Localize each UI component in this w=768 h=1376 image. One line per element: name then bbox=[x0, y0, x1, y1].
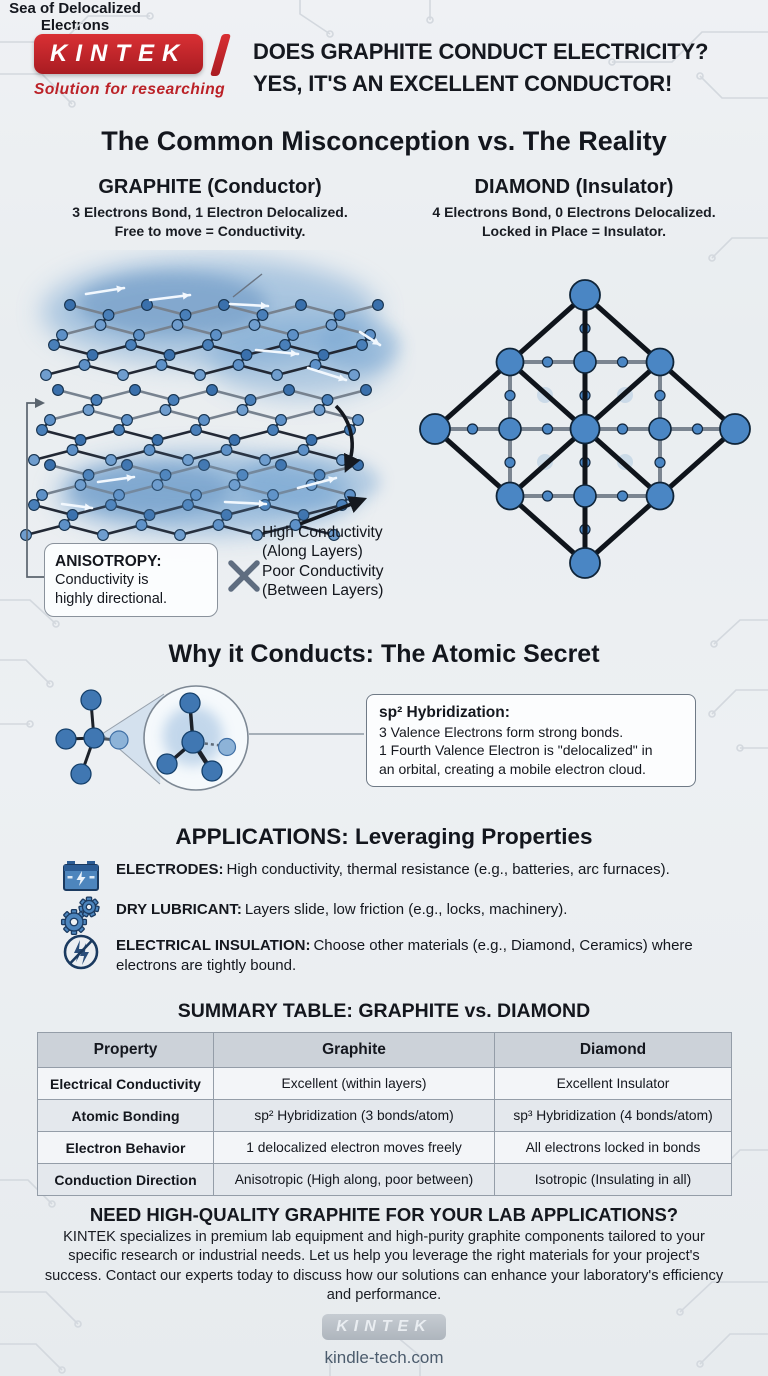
electrodes-label: ELECTRODES: bbox=[116, 861, 224, 878]
footer-logo bbox=[0, 1314, 768, 1340]
cta-title: NEED HIGH-QUALITY GRAPHITE FOR YOUR LAB APPLICATIONS? bbox=[89, 1204, 679, 1225]
molecule-atoms bbox=[56, 690, 128, 784]
diamond-heading bbox=[396, 176, 752, 241]
page-title bbox=[253, 36, 708, 100]
diamond-sub2: Locked in Place = Insulator. bbox=[481, 222, 666, 239]
application-item-electrodes bbox=[58, 854, 718, 898]
sp2-box-title: sp² Hybridization: bbox=[379, 704, 510, 721]
table-row: Atomic Bonding sp² Hybridization (3 bonds/atom) sp³ Hybridization (4 bonds/atom) bbox=[38, 1100, 732, 1132]
poor-conductivity-label: Poor Conductivity (Between Layers) bbox=[262, 563, 384, 599]
section-title-misconception: The Common Misconception vs. The Reality bbox=[101, 126, 667, 156]
website-url: kindle-tech.com bbox=[324, 1348, 444, 1367]
section-title-applications: APPLICATIONS: Leveraging Properties bbox=[175, 824, 593, 849]
graphite-sub1: 3 Electrons Bond, 1 Electron Delocalized. bbox=[72, 204, 348, 220]
section-title-summary-table: SUMMARY TABLE: GRAPHITE vs. DIAMOND bbox=[177, 1000, 591, 1022]
section-title-atomic-secret: Why it Conducts: The Atomic Secret bbox=[168, 640, 600, 668]
sea-of-electrons-label: Sea of Delocalized Electrons bbox=[9, 0, 141, 34]
kintek-logo-box bbox=[34, 34, 203, 74]
diamond-lattice bbox=[420, 280, 750, 578]
cta-text: KINTEK specializes in premium lab equipment and high-purity graphite components tailored to your specific research or industrial needs. Let us help you leverage the right materials for your project's success. Contact our experts today to discuss how our solutions can enhance your laboratory's efficiency and performance. bbox=[44, 1229, 724, 1303]
table-row: Electrical Conductivity Excellent (within layers) Excellent Insulator bbox=[38, 1068, 732, 1100]
footer-logo-box bbox=[322, 1314, 446, 1340]
dry-lubricant-label: DRY LUBRICANT: bbox=[116, 901, 242, 918]
table-row: Conduction Direction Anisotropic (High along, poor between) Isotropic (Insulating in all) bbox=[38, 1164, 732, 1196]
kintek-logo bbox=[34, 34, 225, 99]
anisotropy-callout-box: ANISOTROPY: Conductivity is highly directional. bbox=[44, 543, 218, 617]
graphite-title: GRAPHITE (Conductor) bbox=[98, 176, 322, 198]
graphite-heading bbox=[28, 176, 392, 241]
battery-icon bbox=[58, 854, 104, 898]
electrodes-text: High conductivity, thermal resistance (e.g., batteries, arc furnaces). bbox=[226, 861, 670, 878]
page-title-line2: YES, IT'S AN EXCELLENT CONDUCTOR! bbox=[253, 70, 673, 96]
electrical-insulation-text: Choose other materials (e.g., Diamond, Ceramics) where electrons are tightly bound. bbox=[116, 937, 693, 975]
diamond-sub1: 4 Electrons Bond, 0 Electrons Delocalized. bbox=[432, 204, 716, 220]
col-header-diamond: Diamond bbox=[495, 1033, 732, 1068]
col-header-graphite: Graphite bbox=[214, 1033, 495, 1068]
no-electricity-icon bbox=[58, 930, 104, 974]
summary-table bbox=[37, 1032, 732, 1196]
logo-tagline: Solution for researching bbox=[34, 81, 226, 98]
sp2-hybridization-box: sp² Hybridization: 3 Valence Electrons form strong bonds. 1 Fourth Valence Electron is "delocalized" in an orbital, creating a mobile electron cloud. bbox=[366, 694, 696, 787]
electrical-insulation-label: ELECTRICAL INSULATION: bbox=[116, 937, 311, 954]
x-icon bbox=[231, 563, 257, 589]
kintek-logo-text: KINTEK bbox=[50, 40, 188, 67]
col-header-property: Property bbox=[38, 1033, 214, 1068]
table-row: Electron Behavior 1 delocalized electron moves freely All electrons locked in bonds bbox=[38, 1132, 732, 1164]
application-item-electrical-insulation bbox=[58, 930, 718, 977]
dry-lubricant-text: Layers slide, low friction (e.g., locks, machinery). bbox=[244, 901, 568, 918]
footer-logo-text: KINTEK bbox=[336, 1318, 432, 1335]
anisotropy-title: ANISOTROPY: bbox=[55, 553, 162, 570]
table-header-row bbox=[38, 1033, 732, 1068]
page-title-line1: DOES GRAPHITE CONDUCT ELECTRICITY? bbox=[253, 39, 709, 64]
high-conductivity-label: High Conductivity (Along Layers) bbox=[262, 524, 383, 560]
graphite-sub2: Free to move = Conductivity. bbox=[114, 222, 306, 239]
diamond-title: DIAMOND (Insulator) bbox=[474, 176, 674, 198]
